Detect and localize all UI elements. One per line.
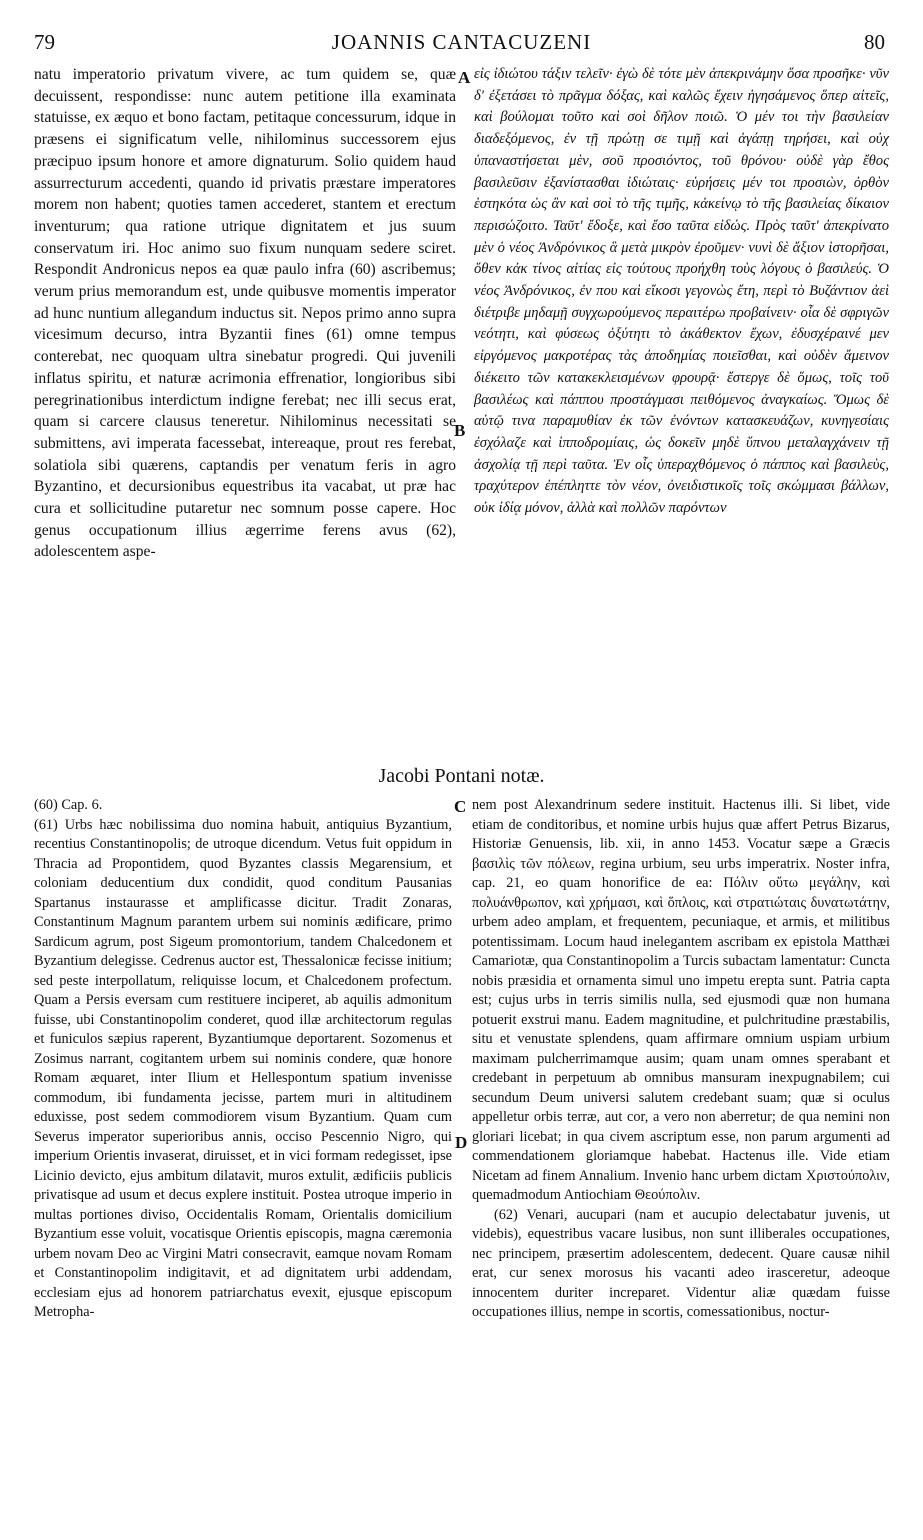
left-page-number: 79 <box>34 30 55 54</box>
note-60: (60) Cap. 6. <box>34 797 103 813</box>
margin-marker-b: B <box>454 421 466 440</box>
note-61: (61) Urbs hæc nobilissima duo nomina habuit, antiquius Byzantium, recentius Constantinopolis; de utroque dicendum. Vetus fuit oppidum in Thracia ad Propontidem, quod Byzantes classis Megarensium, et coloniam deducentium dux condidit, quod conditum Pausanias Spartanus instaurasse et amplificasse dicitur. Tradit Zonaras, Constantinum Magnum parantem urbem sui nominis ædificare, primo Sardicum agrum, post Sigeum promontorium, tandem Chalcedonem et Byzantium delegisse. Cedrenus auctor est, Thessalonicæ fecisse initium; sed peste interpollatum, reliquisse locum, et Chalcedonem profectum. Quam a Persis eversam cum restituere inciperet, ab aquilis admonitum fuisse, ubi Constantinopolim conderet, quod illæ architectorum regulas et funiculos sæpius raperent, Byzantiumque deportarent. Sozomenus et Zosimus narrant, cogitantem urbem sui nominis condere, quæ honore Romam æquaret, inter Ilium et Hellespontum spatium invenisse commodum, ibi fundamenta jecisse, partem muri in altitudinem eduxisse, post sedem commodiorem visum Byzantium. Quam cum Severus imperator superioribus annis, occiso Pescennio Nigro, qui imperium Orientis invaserat, diruisset, et in vici formam redegisset, ipse Licinio devicto, ejus ambitum dilatavit, muros extulit, ædificiis publicis privatisque ad usum et decus explere instituit. Postea utroque imperio in multas portiones diviso, Occidentalis Romam, Orientalis domicilium Byzantium esse voluit, vocatisque Orientis episcopis, magna cæremonia urbem novam Deo ac Virgini Matri consecravit, eamque novam Romam et Constantinopolim indigitavit, et ad dignitatem urbi addendam, ecclesiam ejus ad honorem patriarchatus evexit, ejusque episcopum Metropha- <box>34 816 452 1320</box>
right-page-number: 80 <box>864 30 885 54</box>
notes-right-column <box>472 796 890 1323</box>
note-61-continued: nem post Alexandrinum sedere instituit. Hactenus illi. Si libet, vide etiam de conditoribus, et nomine urbis hujus quæ affert Petrus Bizarus, Historiæ Genuensis, lib. xii, in anno 1453. Vocatur sæpe a Græcis βασιλὶς τῶν πόλεων, regina urbium, seu urbs imperatrix. Noster infra, cap. 21, eo quam honorifice de ea: Πόλιν οὕτω μεγάλην, καὶ πολυάνθρωπον, καὶ χρήμασι, καὶ ὅπλοις, καὶ στρατιώταις δυνατωτάτην, urbem adeo amplam, et frequentem, pecuniaque, et armis, et militibus potentissimam. Locum haud inelegantem ascribam ex epistola Matthæi Camariotæ, qua Constantinopolim a Turcis subactam lamentatur: Cuncta nobis præsidia et ornamenta simul uno impetu erepta sunt. Patria capta est; cujus urbs in terris similis nulla, sed ejusmodi quæ non humana potuerit exstrui manu. Eadem magnitudine, et pulchritudine præstabilis, situ et venustate splendens, quam affirmare omnium uspiam urbium maximam pulcherrimamque ausim; quam unam omnes sperabant et credebant in perpetuum ab omnibus mansuram inexpugnabilem; cui secundum Deum universi salutem credebant suam; quæ si oculus appelletur orbis terræ, aut cor, a vero non aberretur; de qua nemini non gloriari licebat; in qua civem ascriptum esse, non parum argumenti ad commendationem gloriamque habebat. Hactenus ille. Vide etiam Nicetam ad finem Annalium. Invenio hanc urbem dictam Χριστούπολιν, quemadmodum Antiochiam Θεούπολιν. <box>472 797 890 1203</box>
running-title: JOANNIS CANTACUZENI <box>331 30 592 54</box>
margin-marker-d: D <box>455 1133 468 1152</box>
notes-left-column <box>34 796 452 1323</box>
note-62: (62) Venari, aucupari (nam et aucupio delectabatur juvenis, ut videbis), equestribus vacare lusibus, non sunt illiberales occupationes, nec principem, præsertim adolescentem, dedecent. Quare causæ nihil erat, cur senex morosus his vacanti adeo irasceretur, adeoque innocentem duriter increparet. Videntur aliæ quædam fuisse occupationes illius, nempe in scortis, comessationibus, noctur- <box>472 1206 890 1320</box>
margin-marker-c: C <box>454 797 467 816</box>
latin-paragraph: natu imperatorio privatum vivere, ac tum quidem se, quæ decuissent, respondisse: nunc autem petitione illa examinata statuisse, ex æquo et bono factam, petitaque concessurum, idque in præsens ei significatum velle, nihilominus successorem ejus præcipuo ipsum honore et amore dignaturum. Solio quidem haud assurrecturum accedenti, quando id privatis præstare imperatores morem non habent; quoties tamen accederet, stantem et erectum inventurum; qua ratione utrique dignitatem et jus suum conservatum iri. Hoc animo suo fixum nunquam sedere sciret. Respondit Andronicus nepos ea quæ paulo infra (60) ascribemus; verum prius memorandum est, unde quibusve momentis imperator ad hunc nuntium allegandum inductus sit. Nepos primo anno supra vicesimum decurso, intra Byzantii fines (61) omne tempus conterebat, nec quoquam ultra sinebatur progredi. Qui juvenili inflatus spiritu, et naturæ acrimonia effrenatior, longioribus sibi peregrinationibus interdictum indigne ferebat; nec illi secus erat, quam si carcere clausus teneretur. Nihilominus necessitati se submittens, avi imperata facessebat, intereaque, prout res ferebat, solatiola sibi quærens, captandis per venatum feris in agro Byzantino, et decursionibus equestribus ita vacabat, ut præ hac cura et sollicitudine putaretur nec somnum posse capere. Hoc genus occupationum illius ægerrime ferens avus (62), adolescentem aspe- <box>34 66 456 561</box>
greek-text-column <box>474 64 889 520</box>
greek-paragraph: εἰς ἰδιώτου τάξιν τελεῖν· ἐγὼ δὲ τότε μὲν ἀπεκρινάμην ὅσα προσῆκε· νῦν δ' ἐξετάσει τὸ πρᾶγμα δόξας, καὶ καλῶς ἔχειν ἡγησάμενος ὅπερ αἰτεῖς, καὶ βούλομαι τοῦτο καὶ σοὶ δῆλον ποιῶ. Ὁ μέν τοι τὴν βασιλείαν διαδεξόμενος, ἐν τῇ πρώτῃ σε τιμῇ καὶ ἀγάπῃ τηρήσει, καὶ οὐχ ὑπαναστήσεται μὲν, σοῦ προσιόντος, τοῦ θρόνου· οὐδὲ γὰρ ἔθος βασιλεῦσιν ἐξανίστασθαι ἰδιώταις· εὑρήσεις μέν τοι προσιὼν, ὀρθὸν ἑστηκότα ὡς ἂν καὶ σοὶ τὸ τῆς τιμῆς, κἀκείνῳ τὸ τῆς βασιλείας δίκαιον περισώζοιτο. Ταῦτ' ἔδοξε, καὶ ἔσο ταῦτα εἰδώς. Πρὸς ταῦτ' ἀπεκρίνατο μὲν ὁ νέος Ἀνδρόνικος ἃ μετὰ μικρὸν ἐροῦμεν· νυνὶ δὲ ἄξιον ἱστορῆσαι, ὅθεν κἀκ τίνος αἰτίας εἰς τούτους προήχθη τοὺς λόγους ὁ βασιλεύς. Ὁ νέος Ἀνδρόνικος, ἐν που καὶ εἴκοσι γεγονὼς ἔτη, περὶ τὸ Βυζάντιον ἀεὶ διέτριβε μηδαμῇ συγχωρούμενος περαιτέρω προβαίνειν· οἷα δὲ σφριγῶν νεότητι, καὶ φύσεως ὀξύτητι τὸ ἀκάθεκτον ἔχων, ἐδυσχέραινέ μεν εἰργόμενος μακροτέρας τὰς ἀποδημίας ποιεῖσθαι, καὶ οὐδὲν ἄμεινον διέκειτο τῶν κατακεκλεισμένων φρουρᾷ· ἔστεργε δὲ ὅμως, τοῖς τοῦ βασιλέως καὶ πάππου προστάγμασι πειθόμενος ἀναγκαίως. Ὅμως δὲ αὑτῷ τινα παραμυθίαν ἐκ τῶν ἐνόντων κατασκευάζων, κυνηγεσίαις ἐσχόλαζε καὶ ἱπποδρομίαις, ὡς δοκεῖν μηδὲ ὕπνου μεταλαγχάνειν τῇ ἀσχολίᾳ τῇ περὶ ταῦτα. Ἐν οἷς ὑπεραχθόμενος ὁ πάππος καὶ βασιλεὺς, τραχύτερον ἐπέπληττε τὸν νέον, ὀνειδιστικοῖς τοῖς σκώμμασι βάλλων, οὐκ ἰδίᾳ μόνον, ἀλλὰ καὶ πολλῶν παρόντων <box>474 66 889 517</box>
latin-translation-column <box>34 64 456 563</box>
margin-marker-a: A <box>458 68 471 87</box>
notes-heading: Jacobi Pontani notæ. <box>378 765 545 787</box>
